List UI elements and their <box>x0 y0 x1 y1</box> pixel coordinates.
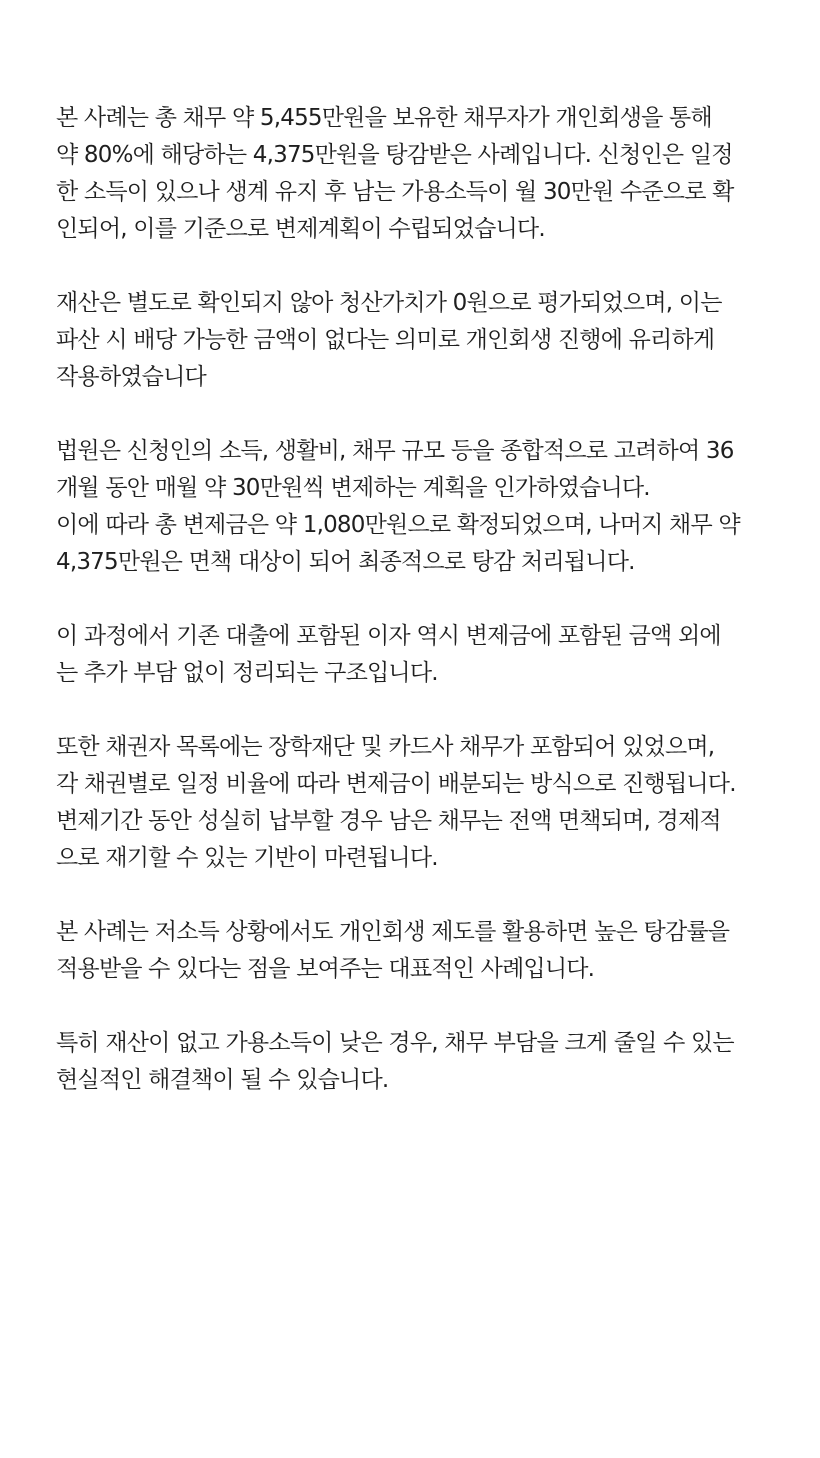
paragraph-line: 파산 시 배당 가능한 금액이 없다는 의미로 개인회생 진행에 유리하게 <box>56 327 715 353</box>
paragraph-conclusion <box>56 1025 786 1099</box>
paragraph-case-summary <box>56 100 786 248</box>
paragraph-representative-case <box>56 914 786 988</box>
article-body <box>56 100 786 1136</box>
paragraph-line: 법원은 신청인의 소득, 생활비, 채무 규모 등을 종합적으로 고려하여 36 <box>56 438 734 464</box>
paragraph-line: 적용받을 수 있다는 점을 보여주는 대표적인 사례입니다. <box>56 956 595 982</box>
paragraph-line: 인되어, 이를 기준으로 변제계획이 수립되었습니다. <box>56 216 545 242</box>
paragraph-line: 이 과정에서 기존 대출에 포함된 이자 역시 변제금에 포함된 금액 외에 <box>56 623 721 649</box>
paragraph-line: 또한 채권자 목록에는 장학재단 및 카드사 채무가 포함되어 있었으며, <box>56 734 715 760</box>
paragraph-line: 재산은 별도로 확인되지 않아 청산가치가 0원으로 평가되었으며, 이는 <box>56 290 722 316</box>
paragraph-line: 본 사례는 저소득 상황에서도 개인회생 제도를 활용하면 높은 탕감률을 <box>56 919 730 945</box>
paragraph-line: 으로 재기할 수 있는 기반이 마련됩니다. <box>56 845 438 871</box>
paragraph-line: 현실적인 해결책이 될 수 있습니다. <box>56 1067 389 1093</box>
paragraph-interest <box>56 618 786 692</box>
paragraph-line: 4,375만원은 면책 대상이 되어 최종적으로 탕감 처리됩니다. <box>56 549 635 575</box>
paragraph-line: 한 소득이 있으나 생계 유지 후 남는 가용소득이 월 30만원 수준으로 확 <box>56 179 734 205</box>
paragraph-creditors <box>56 729 786 877</box>
paragraph-court-approval <box>56 433 786 581</box>
paragraph-line: 약 80%에 해당하는 4,375만원을 탕감받은 사례입니다. 신청인은 일정 <box>56 142 733 168</box>
paragraph-line: 각 채권별로 일정 비율에 따라 변제금이 배분되는 방식으로 진행됩니다. <box>56 771 736 797</box>
paragraph-liquidation-value <box>56 285 786 396</box>
paragraph-line: 이에 따라 총 변제금은 약 1,080만원으로 확정되었으며, 나머지 채무 약 <box>56 512 740 538</box>
paragraph-line: 는 추가 부담 없이 정리되는 구조입니다. <box>56 660 438 686</box>
paragraph-line: 본 사례는 총 채무 약 5,455만원을 보유한 채무자가 개인회생을 통해 <box>56 105 712 131</box>
paragraph-line: 개월 동안 매월 약 30만원씩 변제하는 계획을 인가하였습니다. <box>56 475 650 501</box>
paragraph-line: 변제기간 동안 성실히 납부할 경우 남은 채무는 전액 면책되며, 경제적 <box>56 808 721 834</box>
paragraph-line: 작용하였습니다 <box>56 364 206 390</box>
paragraph-line: 특히 재산이 없고 가용소득이 낮은 경우, 채무 부담을 크게 줄일 수 있는 <box>56 1030 734 1056</box>
